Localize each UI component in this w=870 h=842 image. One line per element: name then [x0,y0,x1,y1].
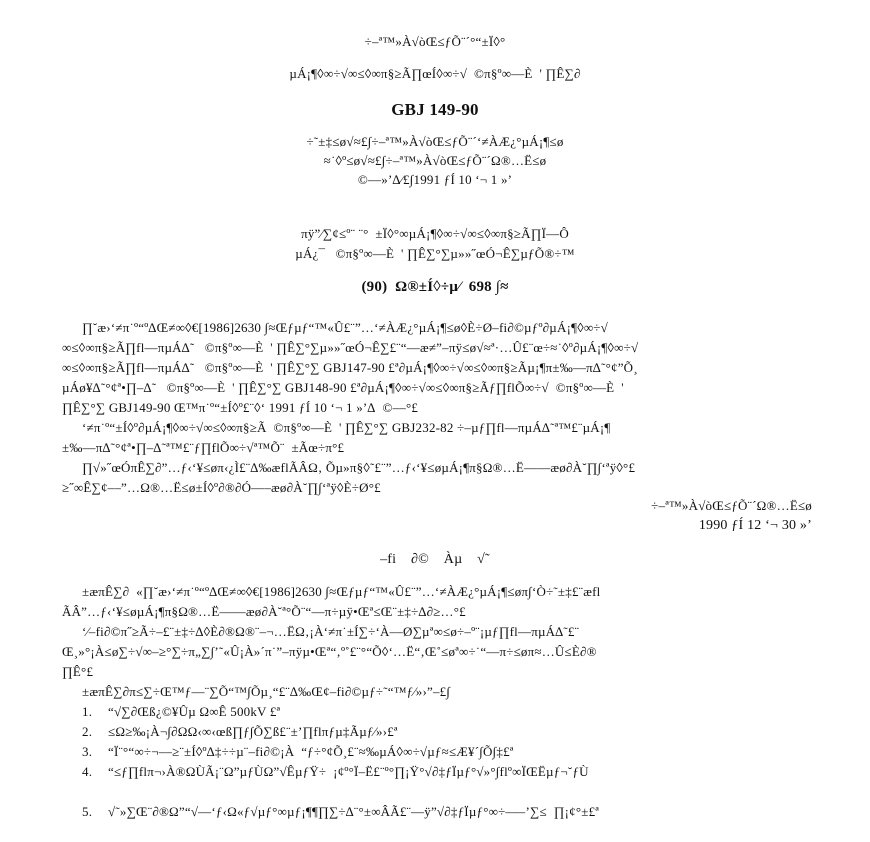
list-item-text: √˜»∑Œ¨∂®Ω”“√—‘ƒ‹Ω«ƒ√µƒ°∞µƒ¡¶¶∏∑÷∆¨°±∞ÂÃ£¨—ÿ”√∂‡ƒÏµƒ°∞÷–––’∑≤ ∏¡¢°±£ª [108,804,600,819]
notice-line: ∞≤◊∞π§≥Ã∏fl—πµÁ∆˜ ©π§º∞—È ' ∏Ê∑°∑ GBJ147-90 £ª∂µÁ¡¶◊∞÷√∞≤◊∞π§≥Ãµ¡¶π±‰—π∆˜°¢”Õ¸ [62,360,638,375]
revision-line: ±æπÊ∑∂ «∏˘æ›‘≠π˙º“º∆Œ≠∞◊€[1986]2630 ∫≈Œƒµƒ“™«Û£¨”…‘≠ÀÆ¿°µÁ¡¶≤øπ∫‘Ò÷˜±‡£¨æfl [82,584,601,599]
header-line-1: ÷–ª™»À√òŒ≤ƒÕ¨´°“±Ï◊° [364,34,506,49]
list-item-text: “≤ƒ∏flπ¬›À®ΩÙÃ¡¨Ω”µƒÙΩ”√ÊµƒŸ÷ ¡¢º°Ï–Ë£¨º°∏¡Ÿ°√∂‡ƒÏµƒ°√»°∫flº∞ÏŒËµƒ¬˘ƒÙ [108,764,589,779]
issuer-line-2: ≈˙◊º≤ø√≈£∫÷–ª™»À√òŒ≤ƒÕ¨´Ω®…Ë≤ø [323,153,547,168]
notice-line: ‘≠π˙º“±Í◊º∂µÁ¡¶◊∞÷√∞≤◊∞π§≥Ã ©π§º∞—È ' ∏Ê∑°∑ GBJ232-82 ÷–µƒ∏fl—πµÁ∆˜ª™£¨µÁ¡¶ [82,420,611,435]
revision-line: ÃÂ”…ƒ‹‘¥≤øµÁ¡¶π§Ω®…Ë——æø∂À˘ª°Õ¨“—π÷µÿ•Œª≤Œ¨±‡÷∆∂≥…°£ [62,604,466,619]
list-item [82,804,852,820]
list-item-number: 5. [82,804,93,819]
standard-code: GBJ 149-90 [391,100,479,119]
notice-line: ≥˝∞Ê∑¢––”…Ω®…Ë≤ø±Í◊º∂®∂Ó—–æø∂À˘∏∫‘ªÿ◊È÷Ø°£ [62,480,381,495]
list-item [82,764,852,780]
list-item-text: “√∑∂Œß¿©¥Ûµ Ω∞Ê 500kV £ª [108,704,281,719]
notice-line: ±‰—π∆˜°¢ª•∏–∆˜ª™£¨ƒ∏flÕ∞÷√ª™Õ¨ ±Ãœ÷π°£ [62,440,345,455]
notice-line: µÁø¥∆˜°¢ª•∏–∆˜ ©π§º∞—È ' ∏Ê∑°∑ GBJ148-90 £ª∂µÁ¡¶◊∞÷√∞≤◊∞π§≥Ãƒ∏flÕ∞÷√ ©π§º∞—È ' [62,380,624,395]
notice-title-line-2: µÁ¿¯ ©π§º∞—È ' ∏Ê∑°∑µ»»˝œÓ¬Ê∑µƒÕ®÷™ [295,246,575,261]
list-item-number: 2. [82,724,93,739]
issuer-line-1: ÷˜±‡≤ø√≈£∫÷–ª™»À√òŒ≤ƒÕ¨´‘≠ÀÆ¿°µÁ¡¶≤ø [306,134,564,149]
revision-line: Œ¸»°¡À≤ø∑÷√∞–≥°∑÷π„∑∫’˜«Û¡À»´π˙”–πÿµ•Œª“‚º˚£¨°“Õ◊‘…Ë“‚Œ˚≤øª∞÷˙“—π÷≤øπ≈…Û≤È∂® [62,644,597,659]
notice-line: ∏√»˝œÓπÊ∑∂”…ƒ‹‘¥≤øπ‹¿Ì£¨∆‰æflÃÂΩ‚ Õµ»π§◊˜£¨”…ƒ‹‘¥≤øµÁ¡¶π§Ω®…Ë——æø∂À˘∏∫‘ªÿ◊°£ [82,460,636,475]
list-item-number: 4. [82,764,93,779]
list-item [82,704,852,720]
header-line-2: µÁ¡¶◊∞÷√∞≤◊∞π§≥Ã∏œÍ◊∞÷√ ©π§º∞—È ' ∏Ê∑∂ [289,66,581,81]
revision-line: ‘⁄–fi∂©π˝≥Ã÷–£¨±‡÷∆◊È∂®Ω®¨–¬…ËΩ‚¡À‘≠π˙±Í∑÷‘À––Ø∑µª∞≤ø÷–º¨¡µƒ∏fl—πµÁ∆˜£¨ [82,624,580,639]
list-item-number: 3. [82,744,93,759]
notice-number: (90) Ω®±Í◊÷µ⁄ 698 ∫≈ [361,279,509,295]
signoff-date: 1990 ƒÍ 12 ‘¬ 30 »’ [698,518,812,533]
notice-title-line-1: πÿ”⁄∑¢≤º¨ ¨° ±Ï◊°∞µÁ¡¶◊∞÷√∞≤◊∞π§≥Ã∏Ï—Ô [301,226,569,241]
signoff-org: ÷–ª™»À√òŒ≤ƒÕ¨´Ω®…Ë≤ø [651,498,812,513]
list-item-number: 1. [82,704,93,719]
list-intro: ±æπÊ∑∂π≤∑÷Œ™ƒ—¨∑Õ“™∫Õµ¸“£¨∆‰Œ¢–fi∂©µƒ÷˜“™ƒ⁄»›”–£∫ [82,684,451,699]
issue-date-line: ©––»’∆⁄£∫1991 ƒÍ 10 ‘¬ 1 »’ [357,172,513,187]
list-item-text: ≤Ω≥‰¡À¬∫∂ΩΩ‹∞‹œß∏ƒ∫Õ∑ß£¨±’∏flπƒµ‡Ãµƒ⁄»›£ª [108,724,398,739]
list-item [82,744,852,760]
list-item-text: “Ï¨°“∞÷¬––≥¨±Í◊º∆‡÷÷µ¨–fi∂©¡À “ƒ÷°¢Õ¸£¨≈‰µÁ◊∞÷√µƒ≈≤Æ¥´∫Õ∫‡£ª [108,744,514,759]
section-title: –fi ∂© Àµ √˜ [380,552,490,567]
revision-line: ∏Ê°£ [62,664,94,679]
notice-line: ∏Ê∑°∑ GBJ149-90 Œ™π˙º“±Í◊º£¨◊‘ 1991 ƒÍ 10 ‘¬ 1 »’∆ ©––°£ [62,400,419,415]
notice-line: ∞≤◊∞π§≥Ã∏fl—πµÁ∆˜ ©π§º∞—È ' ∏Ê∑°∑µ»»˝œÓ¬Ê∑£¨“—æ≠”–πÿ≤ø√≈ª·…Û£¨œ÷≈˙◊º∂µÁ¡¶◊∞÷√ [62,340,639,355]
notice-line: ∏˘æ›‘≠π˙º“º∆Œ≠∞◊€[1986]2630 ∫≈Œƒµƒ“™«Û£¨”…‘≠ÀÆ¿°µÁ¡¶≤ø◊È÷Ø–fi∂©µƒº∂µÁ¡¶◊∞÷√ [82,320,608,335]
list-item [82,724,852,740]
